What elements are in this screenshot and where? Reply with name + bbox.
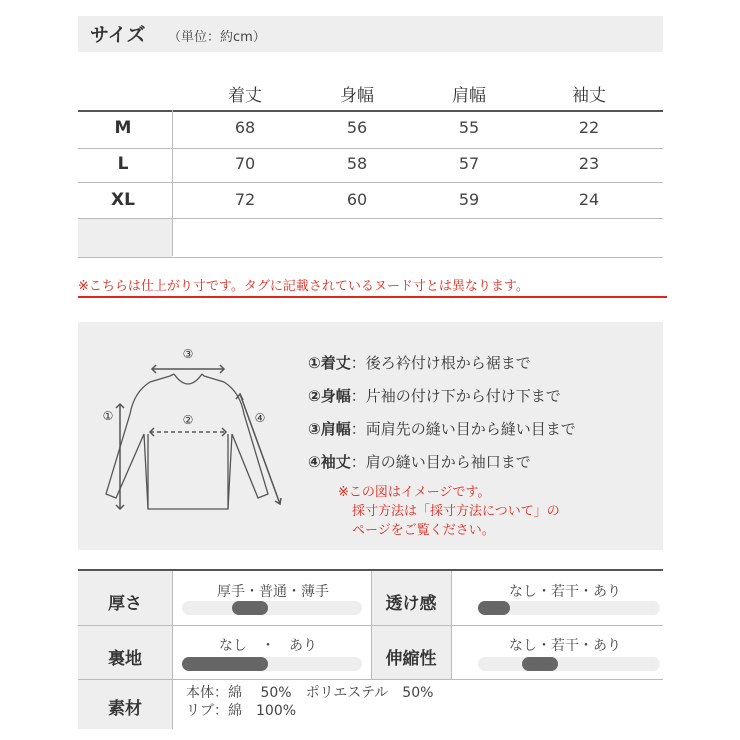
row-divider bbox=[78, 218, 663, 219]
measure-item-desc: ：両肩先の縫い目から縫い目まで bbox=[350, 420, 576, 438]
spec-table bbox=[78, 569, 663, 729]
measure-item-name: ③肩幅 bbox=[308, 420, 351, 438]
table-cell: 57 bbox=[458, 154, 480, 173]
measure-item-length bbox=[308, 352, 531, 373]
table-cell: 24 bbox=[578, 190, 600, 209]
tshirt-diagram-icon bbox=[90, 344, 300, 544]
material-line: 本体：綿 50% ポリエステル 50% bbox=[186, 685, 434, 701]
sheerness-level-indicator bbox=[478, 601, 510, 615]
thickness-options: 厚手・普通・薄手 bbox=[217, 584, 329, 600]
stretch-options: なし・若干・あり bbox=[509, 638, 621, 654]
lining-level-track bbox=[182, 657, 362, 671]
stretch-level-track bbox=[478, 657, 660, 671]
measure-item-shoulder bbox=[308, 418, 576, 439]
stretch-level-indicator bbox=[522, 657, 558, 671]
measure-item-name: ②身幅 bbox=[308, 387, 351, 405]
lining-level-indicator bbox=[182, 657, 268, 671]
row-label-xl: XL bbox=[111, 190, 135, 210]
table-cell: 68 bbox=[234, 118, 256, 137]
marker-length: ① bbox=[102, 409, 114, 423]
measurement-guide bbox=[78, 322, 663, 550]
spec-row-divider bbox=[78, 625, 663, 626]
marker-sleeve: ④ bbox=[254, 411, 266, 425]
table-cell: 59 bbox=[458, 190, 480, 209]
table-cell: 58 bbox=[346, 154, 368, 173]
lining-options: なし ・ あり bbox=[219, 638, 317, 654]
thickness-level-indicator bbox=[232, 601, 268, 615]
spec-label-thickness: 厚さ bbox=[108, 594, 142, 614]
col-head-shoulder: 肩幅 bbox=[452, 86, 486, 106]
measure-item-desc: ：肩の縫い目から袖口まで bbox=[350, 453, 531, 471]
sheerness-options: なし・若干・あり bbox=[509, 584, 621, 600]
col-head-length: 着丈 bbox=[228, 86, 262, 106]
finished-size-note: ※こちらは仕上がり寸です。タグに記載されているヌード寸とは異なります。 bbox=[78, 275, 667, 298]
col-head-sleeve: 袖丈 bbox=[572, 86, 606, 106]
spec-label-material: 素材 bbox=[108, 699, 142, 719]
table-cell: 22 bbox=[578, 118, 600, 137]
spec-label-stretch: 伸縮性 bbox=[385, 649, 437, 669]
table-cell: 23 bbox=[578, 154, 600, 173]
row-divider bbox=[78, 182, 663, 183]
header-divider bbox=[78, 110, 663, 112]
size-header-band bbox=[78, 16, 663, 52]
table-cell: 56 bbox=[346, 118, 368, 137]
spec-label-sheerness: 透け感 bbox=[385, 594, 437, 614]
page-title: サイズ bbox=[90, 24, 146, 46]
blank-row-cell bbox=[78, 219, 172, 257]
image-note: ページをご覧ください。 bbox=[352, 523, 495, 538]
unit-label: （単位：約cm） bbox=[168, 30, 266, 45]
thickness-level-track bbox=[182, 601, 362, 615]
row-divider bbox=[78, 148, 663, 149]
marker-width: ② bbox=[182, 413, 194, 427]
measure-item-desc: ：片袖の付け下から付け下まで bbox=[350, 387, 561, 405]
measure-item-desc: ：後ろ衿付け根から裾まで bbox=[350, 354, 531, 372]
measure-item-name: ④袖丈 bbox=[308, 453, 351, 471]
table-cell: 70 bbox=[234, 154, 256, 173]
col-head-width: 身幅 bbox=[340, 86, 374, 106]
image-note: 採寸方法は「採寸方法について」の bbox=[352, 504, 560, 519]
sheerness-level-track bbox=[478, 601, 660, 615]
table-cell: 55 bbox=[458, 118, 480, 137]
material-line: リブ：綿 100% bbox=[186, 703, 297, 719]
row-divider bbox=[78, 257, 663, 258]
label-column-divider bbox=[172, 110, 173, 256]
measure-item-sleeve bbox=[308, 451, 531, 472]
table-cell: 72 bbox=[234, 190, 256, 209]
image-note: ※この図はイメージです。 bbox=[338, 485, 491, 500]
size-table bbox=[78, 68, 663, 258]
spec-vline bbox=[172, 571, 173, 729]
row-label-l: L bbox=[117, 154, 129, 174]
row-label-m: M bbox=[114, 118, 132, 138]
spec-row-divider bbox=[78, 679, 663, 680]
marker-shoulder: ③ bbox=[182, 347, 194, 361]
spec-label-lining: 裏地 bbox=[108, 649, 142, 669]
measure-item-name: ①着丈 bbox=[308, 354, 351, 372]
measure-item-width bbox=[308, 385, 561, 406]
table-cell: 60 bbox=[346, 190, 368, 209]
